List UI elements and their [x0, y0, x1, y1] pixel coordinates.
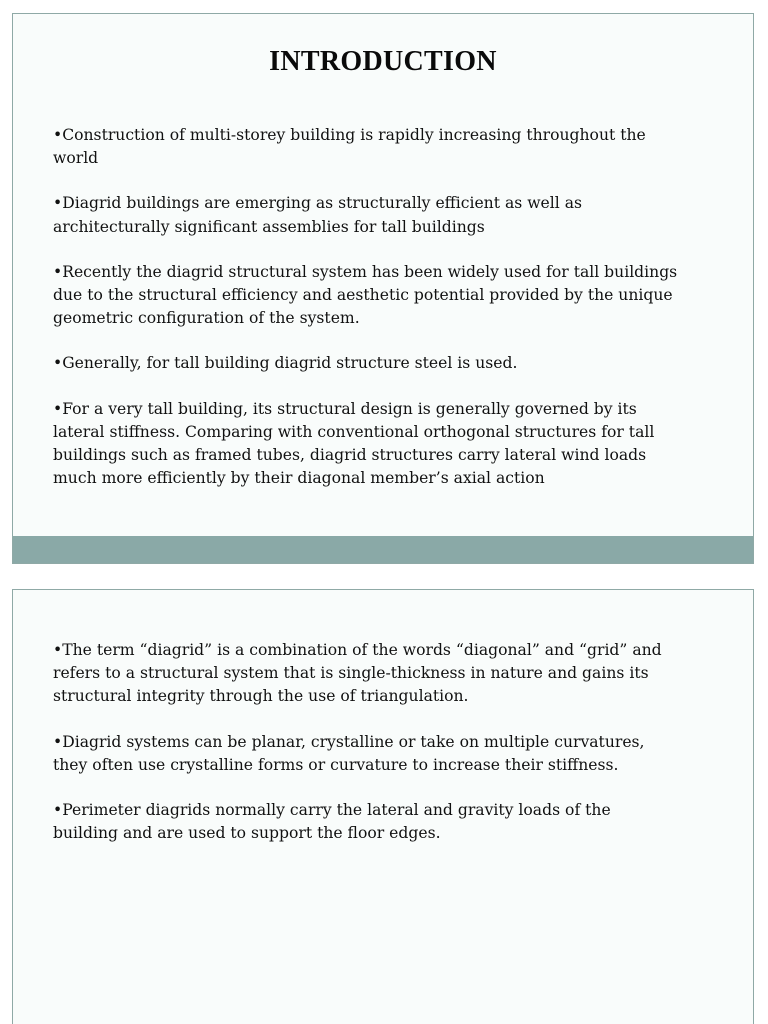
- bullet-item: •Perimeter diagrids normally carry the lateral and gravity loads of the building and are used to support the floor edges.: [53, 801, 611, 843]
- slide-introduction: [12, 13, 754, 564]
- bullet-item: •Diagrid systems can be planar, crystalline or take on multiple curvatures, they often use crystalline forms or curvature to increase their stiffness.: [53, 732, 645, 774]
- bullet-list: [53, 124, 729, 512]
- bullet-item: •Recently the diagrid structural system has been widely used for tall buildings due to the structural efficiency and aesthetic potential provided by the unique geometric configuration of the system.: [53, 262, 678, 328]
- bullet-item: •For a very tall building, its structural design is generally governed by its lateral stiffness. Comparing with conventional orthogonal structures for tall buildings such as framed tubes, diagrid structures carry lateral wind loads much more efficiently by their diagonal member’s axial action: [53, 399, 655, 488]
- bullet-item: •Diagrid buildings are emerging as structurally efficient as well as architecturally significant assemblies for tall buildings: [53, 194, 583, 236]
- bullet-item: •The term “diagrid” is a combination of the words “diagonal” and “grid” and refers to a structural system that is single-thickness in nature and gains its structural integrity through the use of triangulation.: [53, 641, 662, 706]
- bullet-item: •Construction of multi-storey building is rapidly increasing throughout the world: [53, 126, 646, 168]
- bullet-list: [53, 639, 729, 867]
- bullet-item: •Generally, for tall building diagrid structure steel is used.: [53, 354, 518, 373]
- slide-footer-band: [13, 536, 753, 563]
- slide-title: INTRODUCTION: [269, 46, 497, 77]
- slide-diagrid-definition: [12, 589, 754, 1024]
